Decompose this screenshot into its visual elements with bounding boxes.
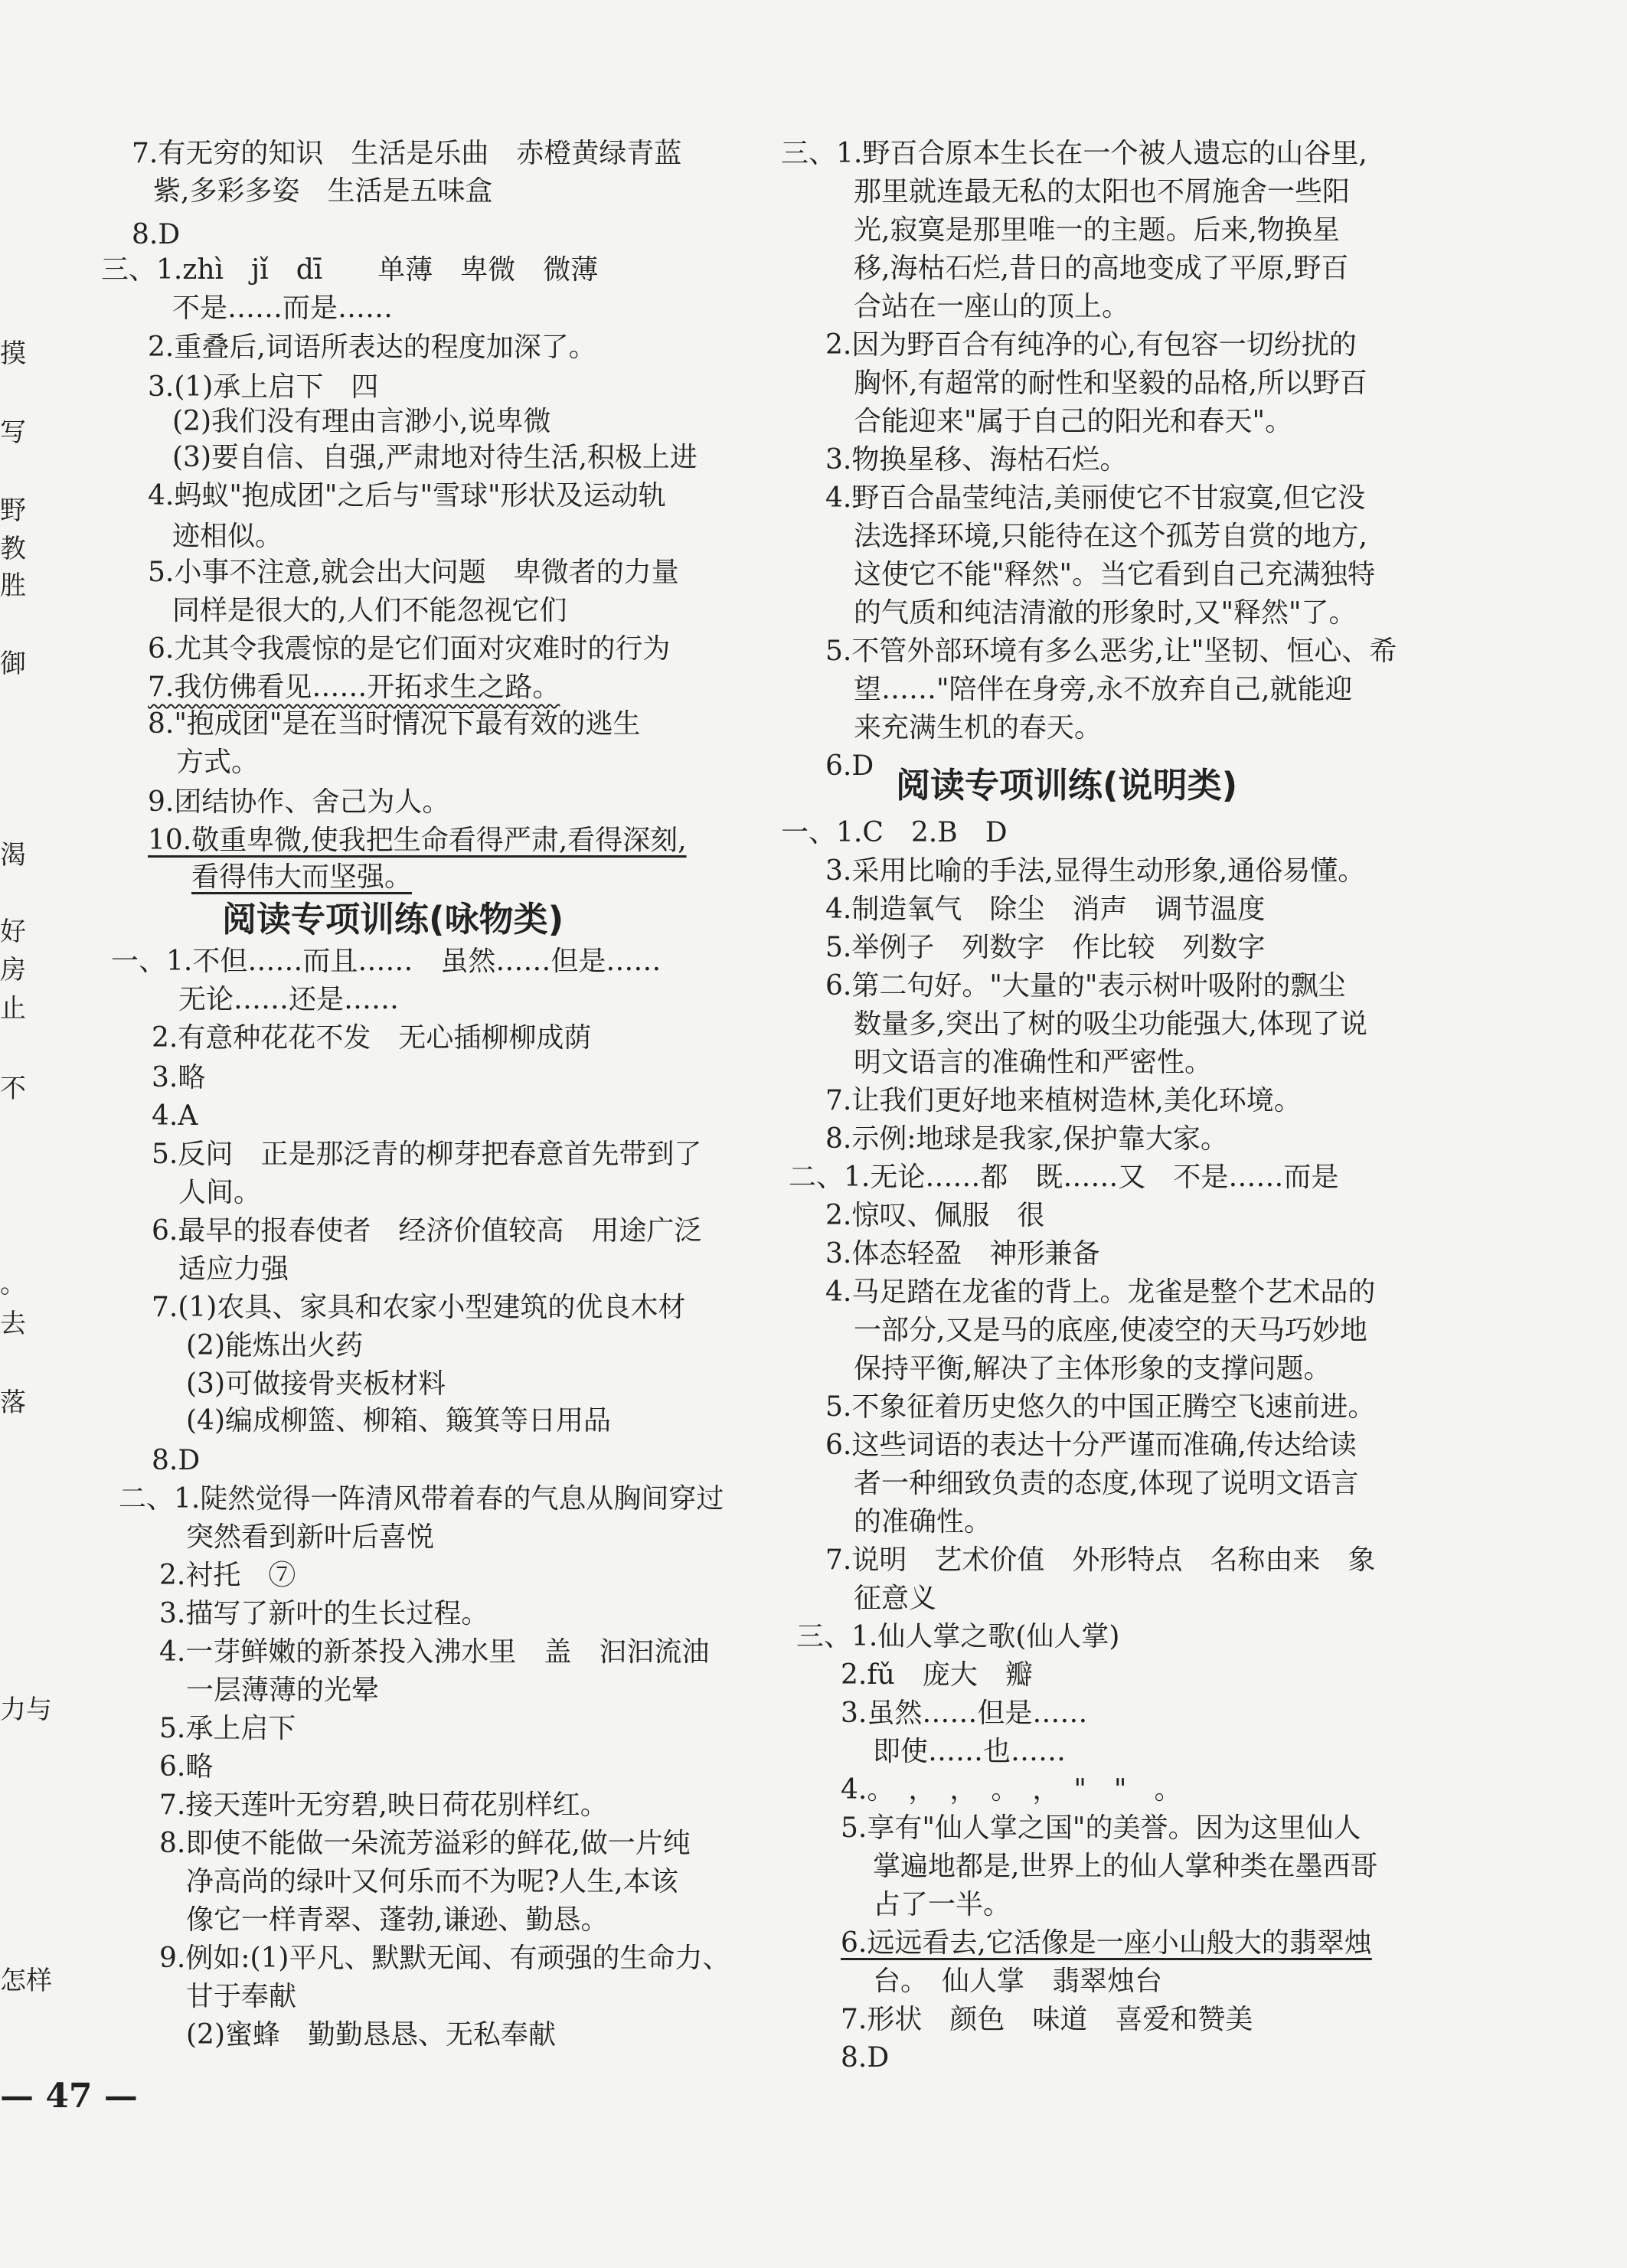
answer-line: 8.D (841, 2042, 890, 2074)
edge-fragment: 好 (0, 917, 26, 947)
answer-line: 6.略 (159, 1751, 214, 1783)
answer-line: 明文语言的准确性和严密性。 (854, 1047, 1213, 1078)
answer-line: 那里就连最无私的太阳也不屑施舍一些阳 (854, 176, 1351, 208)
section-heading: 阅读专项训练(说明类) (896, 765, 1238, 806)
answer-line: 3.体态轻盈 神形兼备 (825, 1238, 1100, 1270)
edge-fragment: 渴 (0, 840, 26, 871)
answer-line: 2.惊叹、佩服 很 (825, 1200, 1045, 1231)
answer-line: 一层薄薄的光晕 (186, 1675, 380, 1706)
answer-line: 的气质和纯洁清澈的形象时,又"释然"了。 (854, 597, 1357, 629)
answer-line: 6.尤其令我震惊的是它们面对灾难时的行为 (148, 633, 671, 665)
answer-line: 9.例如:(1)平凡、默默无闻、有顽强的生命力、 (159, 1943, 730, 1974)
answer-line: 保持平衡,解决了主体形象的支撑问题。 (854, 1353, 1331, 1384)
answer-line: 数量多,突出了树的吸尘功能强大,体现了说 (854, 1008, 1367, 1040)
edge-fragment: 不 (0, 1074, 26, 1104)
answer-line: 人间。 (178, 1177, 262, 1208)
answer-line: 二、1.陡然觉得一阵清风带着春的气息从胸间穿过 (119, 1483, 724, 1515)
answer-line: 净高尚的绿叶又何乐而不为呢?人生,本该 (186, 1866, 678, 1897)
edge-fragment: 。 (0, 1269, 26, 1299)
answer-line: 7.有无穷的知识 生活是乐曲 赤橙黄绿青蓝 (132, 138, 682, 169)
answer-line: 2.因为野百合有纯净的心,有包容一切纷扰的 (825, 329, 1357, 361)
answer-line: 4.马足踏在龙雀的背上。龙雀是整个艺术品的 (825, 1276, 1376, 1308)
answer-line: (2)能炼出火药 (186, 1330, 363, 1361)
edge-fragment: 去 (0, 1309, 26, 1339)
answer-line: (2)我们没有理由言渺小,说卑微 (172, 406, 551, 437)
answer-line: 3.虽然……但是…… (841, 1698, 1088, 1729)
answer-line: 掌遍地都是,世界上的仙人掌种类在墨西哥 (873, 1851, 1378, 1882)
answer-line: 同样是很大的,人们不能忽视它们 (172, 595, 567, 626)
answer-line: 8.即使不能做一朵流芳溢彩的鲜花,做一片纯 (159, 1828, 691, 1859)
answer-line: 这使它不能"释然"。当它看到自己充满独特 (854, 559, 1376, 590)
answer-line: 占了一半。 (873, 1889, 1011, 1920)
section-heading: 阅读专项训练(咏物类) (222, 899, 564, 940)
answer-line: 6.第二句好。"大量的"表示树叶吸附的飘尘 (825, 970, 1346, 1002)
answer-line: 7.我仿佛看见……开拓求生之路。 (148, 672, 560, 703)
answer-line: 一、1.不但……而且…… 虽然……但是…… (111, 946, 662, 977)
answer-line: 6.远远看去,它活像是一座小山般大的翡翠烛 (841, 1927, 1372, 1959)
answer-line: 4.。 ， ， 。 ， " " 。 (841, 1774, 1182, 1806)
answer-line: 三、1.zhì jǐ dī 单薄 卑微 微薄 (101, 254, 599, 286)
answer-line: 征意义 (854, 1583, 937, 1614)
answer-line: 移,海枯石烂,昔日的高地变成了平原,野百 (854, 253, 1349, 284)
answer-line: 者一种细致负责的态度,体现了说明文语言 (854, 1468, 1359, 1499)
answer-line: 迹相似。 (172, 521, 283, 552)
edge-fragment: 御 (0, 649, 26, 679)
edge-fragment: 教 (0, 534, 26, 564)
answer-line: 像它一样青翠、蓬勃,谦逊、勤恳。 (186, 1904, 609, 1936)
answer-line: (3)可做接骨夹板材料 (186, 1368, 446, 1400)
answer-line: 法选择环境,只能待在这个孤芳自赏的地方, (854, 521, 1367, 552)
answer-line: 7.接天莲叶无穷碧,映日荷花别样红。 (159, 1789, 608, 1821)
answer-line: 4.制造氧气 除尘 消声 调节温度 (825, 894, 1266, 925)
answer-line: 7.形状 颜色 味道 喜爱和赞美 (841, 2004, 1253, 2035)
answer-line: 3.采用比喻的手法,显得生动形象,通俗易懂。 (825, 855, 1366, 887)
answer-line: 一、1.C 2.B D (781, 817, 1008, 848)
answer-line: 适应力强 (178, 1253, 289, 1285)
answer-line: 4.野百合晶莹纯洁,美丽使它不甘寂寞,但它没 (825, 482, 1366, 514)
answer-line: 10.敬重卑微,使我把生命看得严肃,看得深刻, (148, 825, 687, 856)
answer-line: 8.D (132, 219, 181, 250)
page-number: — 47 — (0, 2077, 138, 2116)
answer-line: 5.不管外部环境有多么恶劣,让"坚韧、恒心、希 (825, 636, 1397, 667)
answer-line: 6.最早的报春使者 经济价值较高 用途广泛 (152, 1215, 702, 1247)
answer-line: 7.(1)农具、家具和农家小型建筑的优良木材 (152, 1292, 686, 1323)
answer-line: 紫,多彩多姿 生活是五味盒 (153, 175, 493, 207)
edge-fragment: 落 (0, 1387, 26, 1418)
answer-line: 三、1.仙人掌之歌(仙人掌) (796, 1621, 1120, 1652)
answer-line: 8.D (152, 1445, 201, 1476)
answer-line: 一部分,又是马的底座,使凌空的天马巧妙地 (854, 1315, 1367, 1346)
edge-fragment: 野 (0, 495, 26, 526)
answer-line: 胸怀,有超常的耐性和坚毅的品格,所以野百 (854, 368, 1367, 399)
answer-line: 5.享有"仙人掌之国"的美誉。因为这里仙人 (841, 1812, 1361, 1844)
answer-line: 看得伟大而坚强。 (191, 861, 413, 893)
answer-line: (3)要自信、自强,严肃地对待生活,积极上进 (172, 442, 698, 473)
answer-line: 7.让我们更好地来植树造林,美化环境。 (825, 1085, 1302, 1116)
answer-line: 光,寂寞是那里唯一的主题。后来,物换星 (854, 214, 1340, 246)
answer-line: 5.承上启下 (159, 1713, 296, 1744)
answer-line: 8."抱成团"是在当时情况下最有效的逃生 (148, 708, 641, 740)
answer-line: 3.略 (152, 1062, 206, 1093)
answer-line: 3.物换星移、海枯石烂。 (825, 444, 1128, 475)
edge-fragment: 胜 (0, 570, 26, 601)
answer-line: 7.说明 艺术价值 外形特点 名称由来 象 (825, 1544, 1376, 1576)
answer-line: 不是……而是…… (172, 292, 394, 324)
answer-line: 无论……还是…… (178, 984, 400, 1015)
answer-line: 即使……也…… (873, 1736, 1067, 1767)
edge-fragment: 房 (0, 955, 26, 985)
answer-line: 合能迎来"属于自己的阳光和春天"。 (854, 406, 1293, 437)
edge-fragment: 怎样 (0, 1966, 52, 1996)
answer-line: 方式。 (176, 747, 260, 778)
edge-fragment: 摸 (0, 338, 26, 369)
answer-line: 6.这些词语的表达十分严谨而准确,传达给读 (825, 1430, 1357, 1461)
answer-line: 2.衬托 ⑦ (159, 1560, 296, 1591)
answer-line: (2)蜜蜂 勤勤恳恳、无私奉献 (186, 2019, 556, 2051)
answer-line: 3.(1)承上启下 四 (148, 371, 379, 403)
answer-line: 5.举例子 列数字 作比较 列数字 (825, 932, 1266, 963)
edge-fragment: 写 (0, 417, 26, 448)
answer-line: 2.有意种花花不发 无心插柳柳成荫 (152, 1022, 592, 1054)
answer-line: 甘于奉献 (186, 1981, 297, 2012)
edge-fragment: 止 (0, 993, 26, 1024)
answer-line: (4)编成柳篮、柳箱、簸箕等日用品 (186, 1405, 611, 1436)
answer-line: 4.蚂蚁"抱成团"之后与"雪球"形状及运动轨 (148, 480, 666, 511)
answer-line: 台。 仙人掌 翡翠烛台 (873, 1966, 1163, 1997)
answer-line: 三、1.野百合原本生长在一个被人遗忘的山谷里, (781, 138, 1367, 169)
answer-line: 4.一芽鲜嫩的新茶投入沸水里 盖 汩汩流油 (159, 1636, 710, 1668)
answer-line: 突然看到新叶后喜悦 (186, 1521, 435, 1553)
answer-line: 5.小事不注意,就会出大问题 卑微者的力量 (148, 557, 679, 588)
answer-line: 望……"陪伴在身旁,永不放弃自己,就能迎 (854, 674, 1353, 705)
answer-line: 9.团结协作、舍己为人。 (148, 786, 450, 818)
answer-line: 4.A (152, 1100, 198, 1132)
answer-line: 5.反问 正是那泛青的柳芽把春意首先带到了 (152, 1139, 702, 1170)
answer-line: 6.D (825, 750, 874, 782)
answer-line: 来充满生机的春天。 (854, 712, 1103, 743)
answer-line: 5.不象征着历史悠久的中国正腾空飞速前进。 (825, 1391, 1376, 1423)
answer-line: 8.示例:地球是我家,保护靠大家。 (825, 1123, 1228, 1155)
answer-line: 2.fǔ 庞大 瓣 (841, 1659, 1033, 1691)
answer-line: 合站在一座山的顶上。 (854, 291, 1130, 322)
answer-line: 2.重叠后,词语所表达的程度加深了。 (148, 332, 596, 363)
edge-fragment: 力与 (0, 1694, 52, 1725)
answer-line: 3.描写了新叶的生长过程。 (159, 1598, 489, 1629)
answer-line: 的准确性。 (854, 1506, 992, 1538)
answer-line: 二、1.无论……都 既……又 不是……而是 (789, 1162, 1339, 1193)
